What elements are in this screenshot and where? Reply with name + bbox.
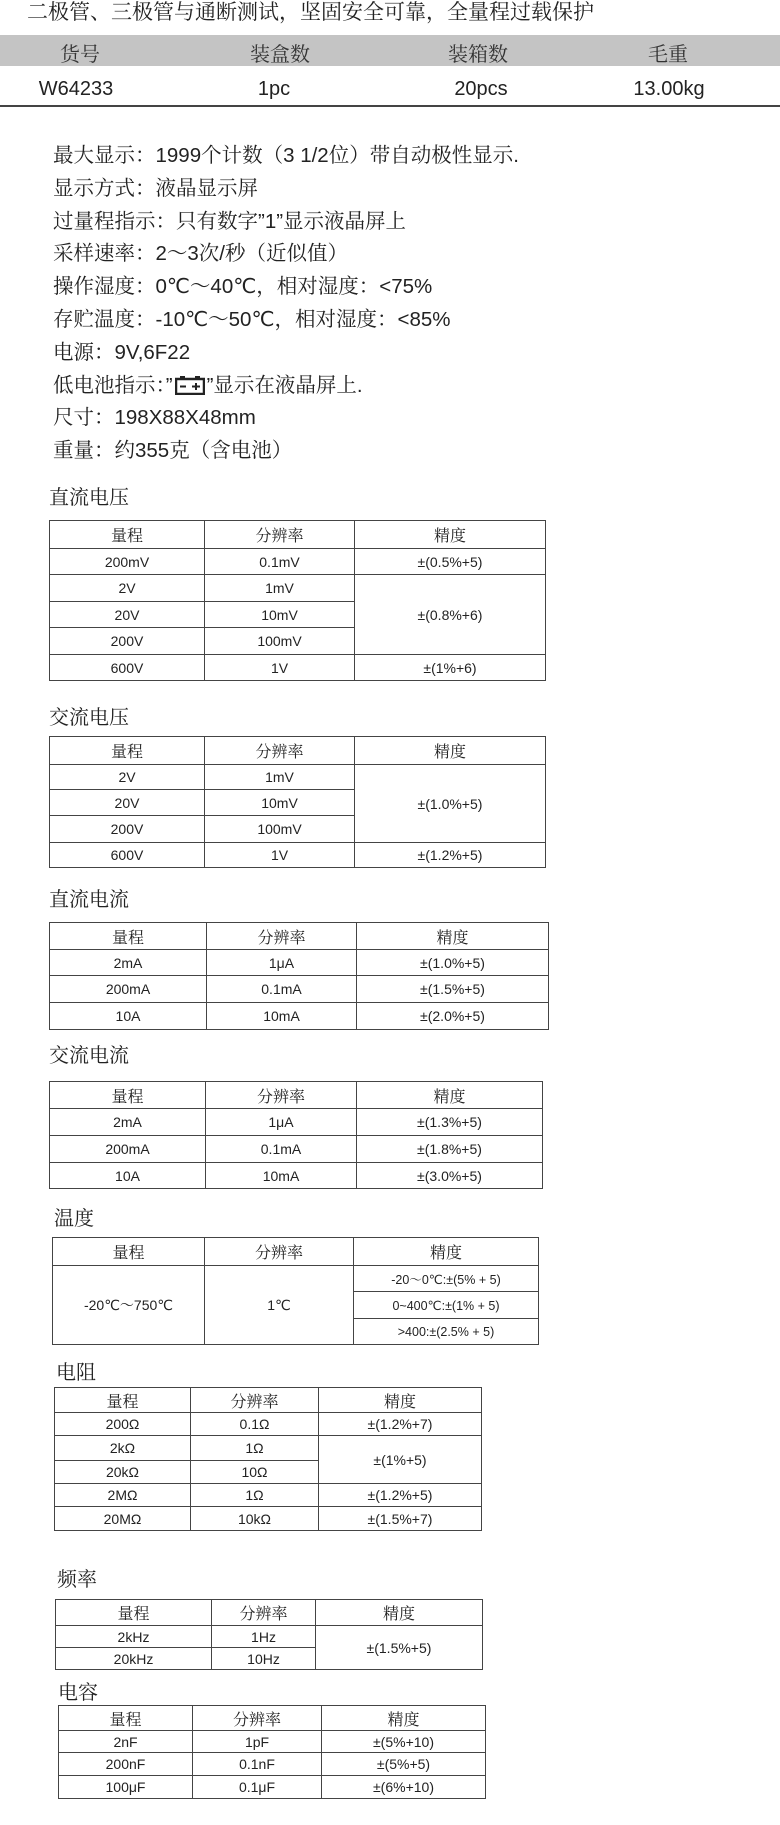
table-cell: 2kΩ	[55, 1436, 191, 1461]
table-row	[50, 575, 546, 602]
low-battery-suffix: ”显示在液晶屏上.	[206, 373, 363, 397]
spec-line: 电源：9V,6F22	[53, 340, 191, 364]
column-header: 分辨率	[193, 1706, 322, 1731]
table-header-row	[53, 1238, 539, 1266]
table-cell: 0~400℃:±(1% + 5)	[354, 1292, 539, 1319]
table-cell: 0.1Ω	[191, 1413, 319, 1436]
table-cell: 2MΩ	[55, 1484, 191, 1507]
table-cell: 2V	[50, 575, 205, 602]
column-header: 精度	[319, 1388, 482, 1413]
table-cell: 600V	[50, 655, 205, 681]
table-row	[50, 1109, 543, 1136]
table-cell: 1V	[205, 655, 355, 681]
column-header: 分辨率	[207, 923, 357, 950]
column-header: 精度	[355, 521, 546, 549]
table-cell: >400:±(2.5% + 5)	[354, 1319, 539, 1345]
table-cell: 2mA	[50, 950, 207, 976]
table-cell: 2nF	[59, 1731, 193, 1753]
table-row	[59, 1776, 486, 1799]
spec-line: 存贮温度：-10℃～50℃，相对湿度：<85%	[53, 307, 451, 331]
frequency-heading: 频率	[57, 1569, 97, 1591]
ac-current-table	[49, 1081, 543, 1189]
column-header: 量程	[50, 737, 205, 765]
table-row	[50, 1003, 549, 1030]
column-header: 分辨率	[205, 1238, 354, 1266]
table-cell: ±(1.2%+5)	[355, 843, 546, 868]
column-header: 精度	[316, 1600, 483, 1626]
table-row	[50, 976, 549, 1003]
spec-line: 尺寸：198X88X48mm	[53, 406, 256, 430]
table-row	[53, 1266, 539, 1292]
table-cell: 10mA	[206, 1163, 357, 1189]
table-cell: 10Ω	[191, 1461, 319, 1484]
resistance-table	[54, 1387, 482, 1531]
table-header-row	[50, 521, 546, 549]
spec-line: 操作湿度：0℃～40℃，相对湿度：<75%	[53, 275, 433, 299]
table-cell: 2V	[50, 765, 205, 790]
column-header: 量程	[59, 1706, 193, 1731]
column-header: 精度	[322, 1706, 486, 1731]
table-header-row	[56, 1600, 483, 1626]
table-row	[50, 1136, 543, 1163]
table-row	[50, 765, 546, 790]
table-cell: -20～0℃:±(5% + 5)	[354, 1266, 539, 1292]
table-cell: 10mA	[207, 1003, 357, 1030]
header-item-no: 货号	[60, 44, 100, 66]
table-cell: ±(6%+10)	[322, 1776, 486, 1799]
table-cell: 1Hz	[212, 1626, 316, 1648]
table-cell: ±(1%+5)	[319, 1436, 482, 1484]
resistance-heading: 电阻	[56, 1362, 96, 1384]
column-header: 精度	[354, 1238, 539, 1266]
table-cell: 1Ω	[191, 1484, 319, 1507]
spec-line: 最大显示：1999个计数（3 1/2位）带自动极性显示.	[53, 144, 519, 167]
table-cell: 2kHz	[56, 1626, 212, 1648]
table-cell: 0.1mA	[207, 976, 357, 1003]
table-cell: 0.1μF	[193, 1776, 322, 1799]
gross-weight: 13.00kg	[633, 78, 705, 100]
low-battery-prefix: 低电池指示：”	[53, 373, 173, 397]
table-cell: ±(1%+6)	[355, 655, 546, 681]
table-header-row	[59, 1706, 486, 1731]
table-cell: 200mA	[50, 1136, 206, 1163]
table-row	[56, 1626, 483, 1648]
table-cell: ±(1.5%+5)	[357, 976, 549, 1003]
table-header-row	[50, 923, 549, 950]
table-cell: ±(1.0%+5)	[357, 950, 549, 976]
column-header: 量程	[56, 1600, 212, 1626]
table-cell: ±(1.5%+7)	[319, 1507, 482, 1531]
table-cell: 1V	[205, 843, 355, 868]
table-cell: 20kΩ	[55, 1461, 191, 1484]
table-cell: 10A	[50, 1003, 207, 1030]
spec-line: 过量程指示：只有数字”1”显示液晶屏上	[53, 209, 407, 233]
table-row	[55, 1484, 482, 1507]
spec-line: 显示方式：液晶显示屏	[53, 176, 258, 200]
table-cell: 10kΩ	[191, 1507, 319, 1531]
column-header: 分辨率	[206, 1082, 357, 1109]
spec-line-low-battery	[53, 370, 519, 403]
table-cell: 200Ω	[55, 1413, 191, 1436]
table-cell: 1μA	[206, 1109, 357, 1136]
table-row	[59, 1731, 486, 1753]
table-header-row	[55, 1388, 482, 1413]
table-cell: 20V	[50, 790, 205, 816]
column-header: 量程	[50, 1082, 206, 1109]
column-header: 分辨率	[212, 1600, 316, 1626]
table-cell: 1pF	[193, 1731, 322, 1753]
table-row	[50, 950, 549, 976]
dc-voltage-heading: 直流电压	[49, 487, 129, 509]
temperature-table	[52, 1237, 539, 1345]
table-cell: ±(1.0%+5)	[355, 765, 546, 843]
item-no: W64233	[38, 78, 114, 100]
table-header-row	[50, 1082, 543, 1109]
column-header: 精度	[355, 737, 546, 765]
table-cell: 0.1nF	[193, 1753, 322, 1776]
table-cell: 1Ω	[191, 1436, 319, 1461]
frequency-table	[55, 1599, 483, 1670]
table-cell: 1μA	[207, 950, 357, 976]
table-cell: 10Hz	[212, 1648, 316, 1670]
table-cell: 100mV	[205, 816, 355, 843]
column-header: 分辨率	[205, 737, 355, 765]
table-cell: 2mA	[50, 1109, 206, 1136]
page-title: 二极管、三极管与通断测试，坚固安全可靠，全量程过载保护	[27, 1, 594, 24]
column-header: 量程	[53, 1238, 205, 1266]
table-cell: 200mA	[50, 976, 207, 1003]
table-row	[59, 1753, 486, 1776]
column-header: 量程	[55, 1388, 191, 1413]
dc-voltage-table	[49, 520, 546, 681]
spec-line: 采样速率：2～3次/秒（近似值）	[53, 242, 348, 266]
table-cell: ±(1.5%+5)	[316, 1626, 483, 1670]
battery-icon	[175, 373, 205, 406]
box-qty: 1pc	[257, 78, 291, 100]
capacitance-heading: 电容	[58, 1682, 98, 1704]
table-cell: ±(0.8%+6)	[355, 575, 546, 655]
capacitance-table	[58, 1705, 486, 1799]
table-cell: 600V	[50, 843, 205, 868]
table-row	[55, 1507, 482, 1531]
table-row	[50, 655, 546, 681]
column-header: 量程	[50, 521, 205, 549]
table-row	[50, 1163, 543, 1189]
table-cell: 10A	[50, 1163, 206, 1189]
column-header: 分辨率	[205, 521, 355, 549]
spec-list	[53, 140, 519, 468]
table-cell: ±(1.2%+7)	[319, 1413, 482, 1436]
spec-line: 重量：约355克（含电池）	[53, 439, 293, 463]
header-carton-qty: 装箱数	[448, 44, 508, 66]
table-cell: ±(1.8%+5)	[357, 1136, 543, 1163]
table-cell: 200V	[50, 628, 205, 655]
table-cell: ±(0.5%+5)	[355, 549, 546, 575]
carton-qty: 20pcs	[454, 78, 508, 100]
column-header: 分辨率	[191, 1388, 319, 1413]
table-cell: ±(5%+5)	[322, 1753, 486, 1776]
column-header: 精度	[357, 923, 549, 950]
table-row	[50, 549, 546, 575]
table-cell: ±(1.3%+5)	[357, 1109, 543, 1136]
table-cell: 200mV	[50, 549, 205, 575]
product-data-row	[0, 78, 780, 104]
ac-current-heading: 交流电流	[49, 1045, 129, 1067]
table-cell: 100mV	[205, 628, 355, 655]
table-cell: 200V	[50, 816, 205, 843]
table-header-row	[50, 737, 546, 765]
table-cell: ±(1.2%+5)	[319, 1484, 482, 1507]
table-cell: 20V	[50, 602, 205, 628]
table-cell: 0.1mV	[205, 549, 355, 575]
table-cell: 1mV	[205, 765, 355, 790]
table-row	[55, 1413, 482, 1436]
table-cell: ±(2.0%+5)	[357, 1003, 549, 1030]
table-row	[55, 1436, 482, 1461]
temperature-heading: 温度	[54, 1208, 94, 1230]
table-cell: 100μF	[59, 1776, 193, 1799]
column-header: 精度	[357, 1082, 543, 1109]
table-cell: 20MΩ	[55, 1507, 191, 1531]
ac-voltage-table	[49, 736, 546, 868]
dc-current-heading: 直流电流	[49, 889, 129, 911]
table-cell: 10mV	[205, 602, 355, 628]
dc-current-table	[49, 922, 549, 1030]
ac-voltage-heading: 交流电压	[49, 707, 129, 729]
table-cell: ±(5%+10)	[322, 1731, 486, 1753]
header-box-qty: 装盒数	[250, 44, 310, 66]
table-cell: 200nF	[59, 1753, 193, 1776]
table-cell: ±(3.0%+5)	[357, 1163, 543, 1189]
divider	[0, 105, 780, 107]
table-row	[50, 843, 546, 868]
header-gross-weight: 毛重	[648, 44, 688, 66]
product-header-row	[0, 38, 780, 66]
table-cell: 1mV	[205, 575, 355, 602]
table-cell: 0.1mA	[206, 1136, 357, 1163]
table-cell: 1℃	[205, 1266, 354, 1345]
table-cell: 20kHz	[56, 1648, 212, 1670]
column-header: 量程	[50, 923, 207, 950]
table-cell: -20℃～750℃	[53, 1266, 205, 1345]
table-cell: 10mV	[205, 790, 355, 816]
